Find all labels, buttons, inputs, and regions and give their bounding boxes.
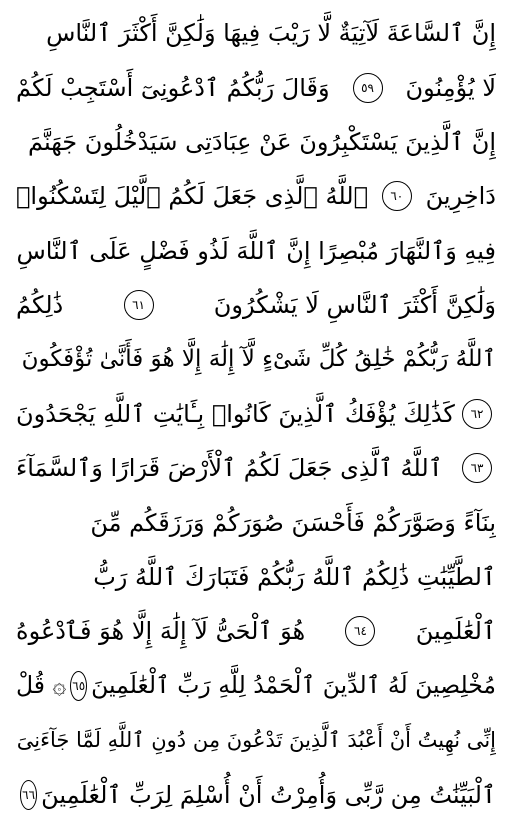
ayah-number-marker: ٦٥ — [70, 671, 87, 701]
verse-text: إِنَّ ٱلسَّاعَةَ لَآتِيَةٌ لَّا رَيْبَ فِيهَا وَلَٰكِنَّ أَكْثَرَ ٱلنَّاسِ — [46, 19, 496, 48]
ayah-number-marker: ٦٤ — [345, 616, 375, 646]
verse-text: فِيهِ وَٱلنَّهَارَ مُبْصِرًا إِنَّ ٱللَّهَ لَذُو فَضْلٍ عَلَى ٱلنَّاسِ — [16, 236, 496, 265]
text-line — [16, 441, 496, 495]
verse-text: بِنَآءً وَصَوَّرَكُمْ فَأَحْسَنَ صُوَرَكُمْ وَرَزَقَكُم مِّنَ — [90, 508, 496, 537]
text-line — [16, 224, 496, 278]
verse-text: لَا يُؤْمِنُونَ — [405, 73, 496, 102]
text-line — [16, 60, 496, 114]
verse-text: ٱلْبَيِّنَٰتُ مِن رَّبِّى وَأُمِرْتُ أَنْ أُسْلِمَ لِرَبِّ ٱلْعَٰلَمِينَ — [41, 780, 496, 809]
verse-text: هُوَ ٱلْحَىُّ لَآ إِلَٰهَ إِلَّا هُوَ فَٱدْعُوهُ — [16, 617, 306, 646]
ayah-number-marker: ٦٢ — [462, 399, 492, 429]
verse-text: ٱللَّهُ رَبُّكُمْ خَٰلِقُ كُلِّ شَىْءٍ لَّآ إِلَٰهَ إِلَّا هُوَ فَأَنَّىٰ تُؤْفَكُونَ — [21, 346, 496, 373]
text-line — [16, 169, 496, 223]
verse-text: كَذَٰلِكَ يُؤْفَكُ ٱلَّذِينَ كَانُوا۟ بِـَٔايَٰتِ ٱللَّهِ يَجْحَدُونَ — [16, 399, 455, 428]
text-line — [16, 604, 496, 658]
verse-text: وَلَٰكِنَّ أَكْثَرَ ٱلنَّاسِ لَا يَشْكُرُونَ — [213, 291, 496, 320]
ayah-number-marker: ٦٠ — [382, 181, 412, 211]
verse-text: وَقَالَ رَبُّكُمُ ٱدْعُونِىٓ أَسْتَجِبْ لَكُمْ — [16, 73, 330, 102]
ayah-number-marker: ٥٩ — [353, 73, 383, 103]
ayah-number-marker: ٦٣ — [462, 453, 492, 483]
text-line — [16, 496, 496, 550]
ayah-number-marker: ٦٦ — [20, 780, 37, 810]
text-line — [16, 332, 496, 386]
verse-text: دَاخِرِينَ — [425, 182, 496, 211]
text-line — [16, 659, 496, 713]
verse-text: ٱللَّهُ ٱلَّذِى جَعَلَ لَكُمُ ٱلْأَرْضَ قَرَارًا وَٱلسَّمَآءَ — [16, 454, 443, 483]
verse-text: إِنَّ ٱلَّذِينَ يَسْتَكْبِرُونَ عَنْ عِبَادَتِى سَيَدْخُلُونَ جَهَنَّمَ — [28, 127, 496, 156]
verse-text: ٱلْعَٰلَمِينَ — [415, 617, 496, 646]
text-line — [16, 6, 496, 60]
verse-text: إِنِّى نُهِيتُ أَنْ أَعْبُدَ ٱلَّذِينَ تَدْعُونَ مِن دُونِ ٱللَّهِ لَمَّا جَآءَنِىَ — [16, 727, 496, 752]
text-line — [16, 713, 496, 767]
verse-text: مُخْلِصِينَ لَهُ ٱلدِّينَ ٱلْحَمْدُ لِلَّهِ رَبِّ ٱلْعَٰلَمِينَ — [91, 671, 496, 700]
text-line — [16, 387, 496, 441]
text-line — [16, 550, 496, 604]
verse-text: ذَٰلِكُمُ — [16, 291, 64, 320]
ayah-number-marker: ٦١ — [124, 290, 154, 320]
text-line — [16, 115, 496, 169]
text-line — [16, 278, 496, 332]
text-line — [16, 767, 496, 821]
verse-text: ٱللَّهُ ٱلَّذِى جَعَلَ لَكُمُ ٱلَّيْلَ لِتَسْكُنُوا۟ — [16, 182, 368, 211]
verse-text: ٱلطَّيِّبَٰتِ ذَٰلِكُمُ ٱللَّهُ رَبُّكُمْ فَتَبَارَكَ ٱللَّهُ رَبُّ — [93, 563, 496, 592]
verse-text: ۞ قُلْ — [16, 671, 67, 700]
